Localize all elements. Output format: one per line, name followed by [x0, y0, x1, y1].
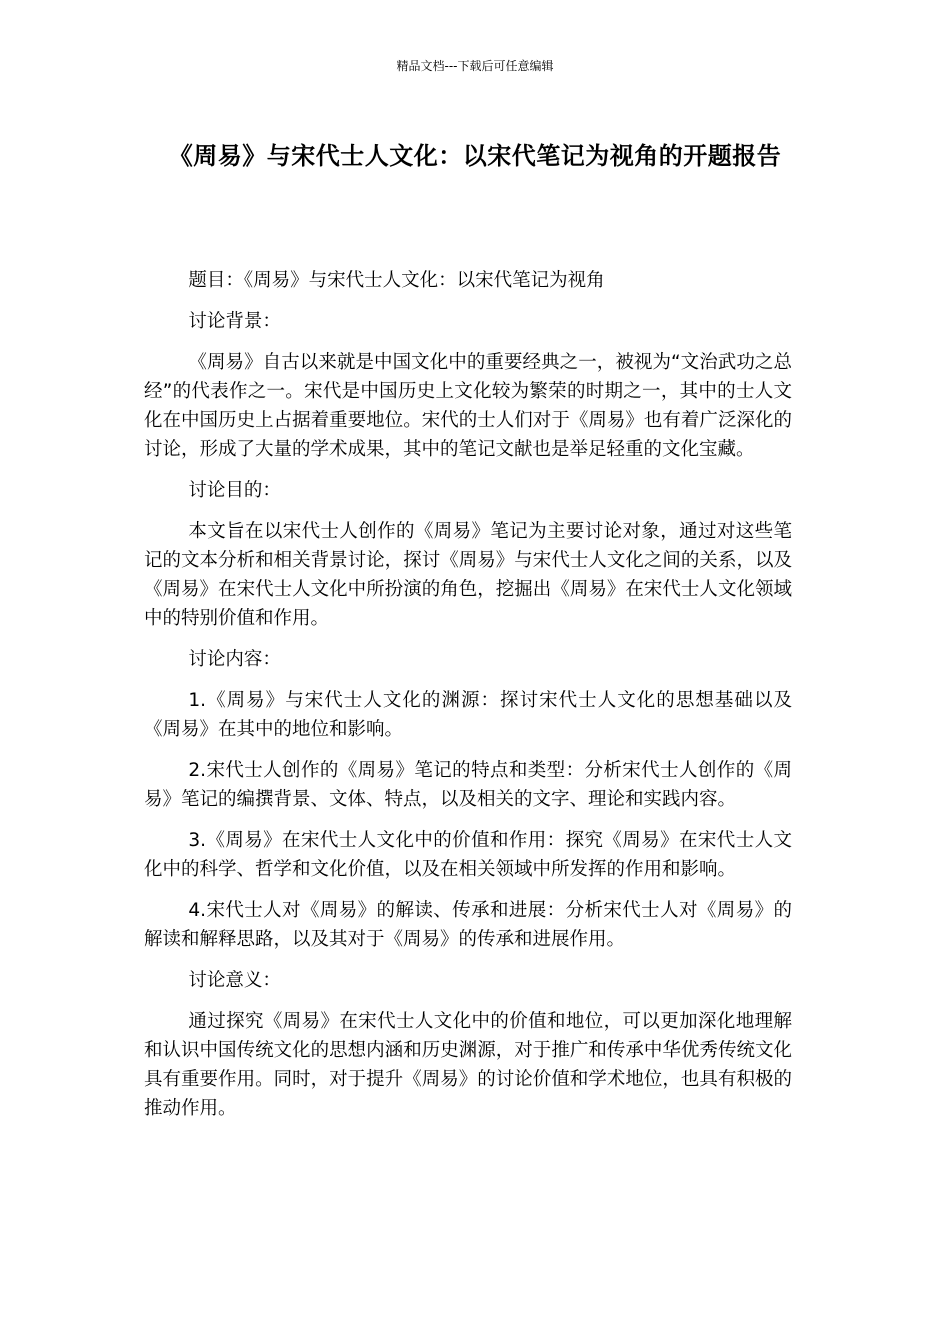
purpose-paragraph: 本文旨在以宋代士人创作的《周易》笔记为主要讨论对象，通过对这些笔记的文本分析和相关背景讨论，探讨《周易》与宋代士人文化之间的关系，以及《周易》在宋代士人文化中所扮演的角色，挖掘出《周易》在宋代士人文化领域中的特别价值和作用。 — [144, 521, 792, 629]
content-item-1: 1.《周易》与宋代士人文化的渊源：探讨宋代士人文化的思想基础以及《周易》在其中的地位和影响。 — [144, 690, 792, 740]
purpose-heading: 讨论目的： — [188, 480, 281, 501]
content-item-3: 3.《周易》在宋代士人文化中的价值和作用：探究《周易》在宋代士人文化中的科学、哲学和文化价值，以及在相关领域中所发挥的作用和影响。 — [144, 830, 792, 880]
content-item-4: 4.宋代士人对《周易》的解读、传承和进展：分析宋代士人对《周易》的解读和解释思路，以及其对于《周易》的传承和进展作用。 — [144, 900, 792, 950]
document-title: 《周易》与宋代士人文化：以宋代笔记为视角的开题报告 — [168, 142, 782, 170]
content-heading: 讨论内容： — [188, 649, 281, 670]
background-paragraph: 《周易》自古以来就是中国文化中的重要经典之一，被视为“文治武功之总经”的代表作之一。宋代是中国历史上文化较为繁荣的时期之一，其中的士人文化在中国历史上占据着重要地位。宋代的士人们对于《周易》也有着广泛深化的讨论，形成了大量的学术成果，其中的笔记文献也是举足轻重的文化宝藏。 — [144, 352, 792, 460]
significance-paragraph: 通过探究《周易》在宋代士人文化中的价值和地位，可以更加深化地理解和认识中国传统文化的思想内涵和历史渊源，对于推广和传承中华优秀传统文化具有重要作用。同时，对于提升《周易》的讨论价值和学术地位，也具有积极的推动作用。 — [144, 1011, 792, 1119]
significance-heading: 讨论意义： — [188, 970, 281, 991]
page-header: 精品文档---下载后可任意编辑 — [396, 59, 554, 73]
background-heading: 讨论背景： — [188, 311, 281, 332]
content-item-2: 2.宋代士人创作的《周易》笔记的特点和类型：分析宋代士人创作的《周易》笔记的编撰背景、文体、特点，以及相关的文字、理论和实践内容。 — [144, 760, 792, 810]
topic-line: 题目：《周易》与宋代士人文化：以宋代笔记为视角 — [188, 270, 605, 291]
document-body — [144, 266, 792, 1135]
